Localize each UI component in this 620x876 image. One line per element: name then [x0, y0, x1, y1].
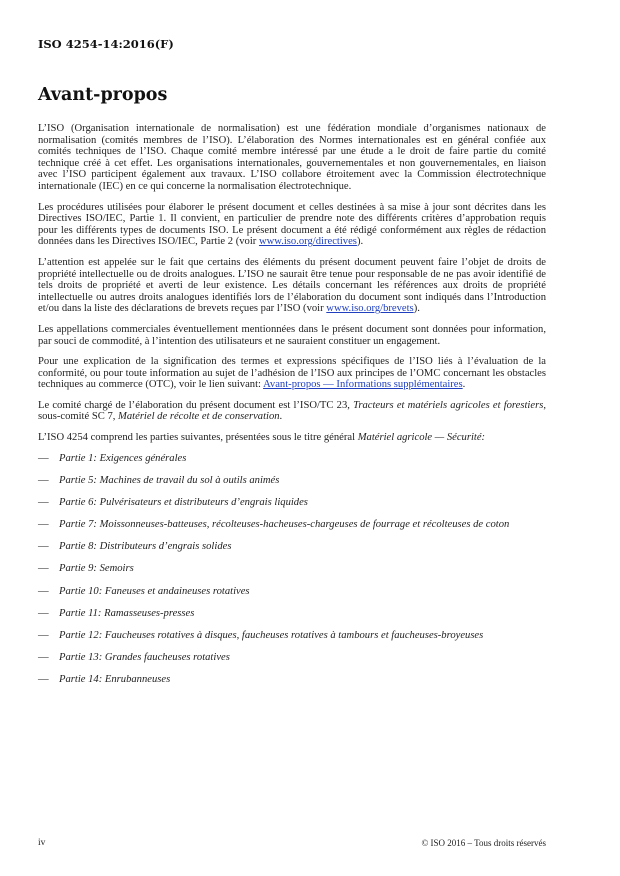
- part-title: Partie 7: Moissonneuses-batteuses, récolteuses-hacheuses-chargeuses de fourrage et récolteuses de coton: [59, 519, 510, 531]
- dash: —: [38, 541, 49, 553]
- committee-text-a: Le comité chargé de l’élaboration du présent document est l’ISO/TC 23,: [38, 399, 354, 411]
- paragraph-patents: [38, 257, 546, 315]
- committee-text-c: , sous-comité SC 7,: [38, 399, 546, 423]
- part-title: Partie 1: Exigences générales: [59, 452, 187, 464]
- committee-tc-name: Tracteurs et matériels agricoles et forestiers: [353, 399, 544, 411]
- dash: —: [38, 607, 49, 619]
- dash: —: [38, 474, 49, 486]
- paragraph-conformity-end: .: [462, 379, 466, 391]
- paragraph-parts-intro: [38, 432, 546, 444]
- parts-list: [38, 453, 546, 686]
- standard-id-header: ISO 4254-14:2016(F): [38, 37, 174, 51]
- part-title: Partie 6: Pulvérisateurs et distributeurs d’engrais liquides: [59, 496, 308, 508]
- paragraph-conformity-text: Pour une explication de la signification des termes et expressions spécifiques de l’ISO liés à l’évaluation de la conformité, ou pour toute information au sujet de l’adhésion de l’ISO aux principes de l’OMC concernant les obstacles techniques au commerce (OTC), voir le lien suivant:: [38, 356, 546, 391]
- page-number: iv: [38, 838, 46, 848]
- part-title: Partie 9: Semoirs: [59, 563, 134, 575]
- directives-link[interactable]: www.iso.org/directives: [258, 236, 357, 248]
- part-title: Partie 10: Faneuses et andaineuses rotatives: [59, 585, 250, 597]
- dash: —: [38, 452, 49, 464]
- parts-general-title: Matériel agricole — Sécurité:: [357, 432, 486, 444]
- dash: —: [38, 519, 49, 531]
- paragraph-procedures-text: Les procédures utilisées pour élaborer le présent document et celles destinées à sa mise à jour sont décrites dans les Directives ISO/IEC, Partie 1. Il convient, en particulier de prendre note des différents critères d’approbation requis pour les différents types de documents ISO. Le présent document a été rédigé conformément aux règles de rédaction données dans les Directives ISO/IEC, Partie 2 (voir: [38, 201, 546, 248]
- paragraph-procedures: [38, 202, 546, 248]
- list-item: [38, 563, 546, 575]
- part-title: Partie 8: Distributeurs d’engrais solides: [59, 541, 232, 553]
- dash: —: [38, 629, 49, 641]
- list-item: [38, 608, 546, 620]
- dash: —: [38, 563, 49, 575]
- list-item: [38, 541, 546, 553]
- list-item: [38, 497, 546, 509]
- paragraph-patents-end: ).: [413, 303, 420, 315]
- patents-link[interactable]: www.iso.org/brevets: [326, 303, 414, 315]
- list-item: [38, 674, 546, 686]
- list-item: [38, 652, 546, 664]
- parts-intro-text: L’ISO 4254 comprend les parties suivantes, présentées sous le titre général: [38, 432, 358, 444]
- dash: —: [38, 674, 49, 686]
- foreword-body: [38, 123, 546, 696]
- list-item: [38, 453, 546, 465]
- paragraph-patents-text: L’attention est appelée sur le fait que certains des éléments du présent document peuvent faire l’objet de droits de propriété intellectuelle ou de droits analogues. L’ISO ne saurait être tenue pour responsable de ne pas avoir identifié de tels droits de propriété et averti de leur existence. Les détails concernant les références aux droits de propriété intellectuelle ou autres droits analogues identifiés lors de l’élaboration du document sont indiqués dans l’Introduction et/ou dans la liste des déclarations de brevets reçues par l’ISO (voir: [38, 256, 546, 315]
- part-title: Partie 14: Enrubanneuses: [59, 674, 171, 686]
- part-title: Partie 13: Grandes faucheuses rotatives: [59, 651, 230, 663]
- copyright-notice: © ISO 2016 – Tous droits réservés: [421, 838, 546, 848]
- paragraph-conformity: [38, 356, 546, 391]
- supplementary-info-link[interactable]: Avant-propos — Informations supplémentaires: [263, 379, 463, 391]
- part-title: Partie 12: Faucheuses rotatives à disques, faucheuses rotatives à tambours et faucheuses-broyeuses: [59, 629, 484, 641]
- paragraph-procedures-end: ).: [356, 236, 364, 248]
- list-item: [38, 475, 546, 487]
- list-item: [38, 586, 546, 598]
- paragraph-committee: [38, 400, 546, 423]
- dash: —: [38, 651, 49, 663]
- page-title: Avant-propos: [38, 85, 168, 105]
- paragraph-trade-names: Les appellations commerciales éventuellement mentionnées dans le présent document sont données pour information, par souci de commodité, à l’intention des utilisateurs et ne sauraient constituer un engagement.: [38, 323, 546, 347]
- list-item: [38, 519, 546, 531]
- committee-sc-name: Matériel de récolte et de conservation: [118, 411, 280, 423]
- dash: —: [38, 496, 49, 508]
- committee-text-e: .: [279, 411, 283, 423]
- paragraph-iso-intro: L’ISO (Organisation internationale de normalisation) est une fédération mondiale d’organismes nationaux de normalisation (comités membres de l’ISO). L’élaboration des Normes internationales est en général confiée aux comités techniques de l’ISO. Chaque comité membre intéressé par une étude a le droit de faire partie du comité technique créé à cet effet. Les organisations internationales, gouvernementales et non gouvernementales, en liaison avec l’ISO participent également aux travaux. L’ISO collabore étroitement avec la Commission électrotechnique internationale (IEC) en ce qui concerne la normalisation électrotechnique.: [38, 123, 546, 192]
- part-title: Partie 11: Ramasseuses-presses: [59, 607, 195, 619]
- dash: —: [38, 585, 49, 597]
- part-title: Partie 5: Machines de travail du sol à outils animés: [59, 474, 280, 486]
- list-item: [38, 630, 546, 642]
